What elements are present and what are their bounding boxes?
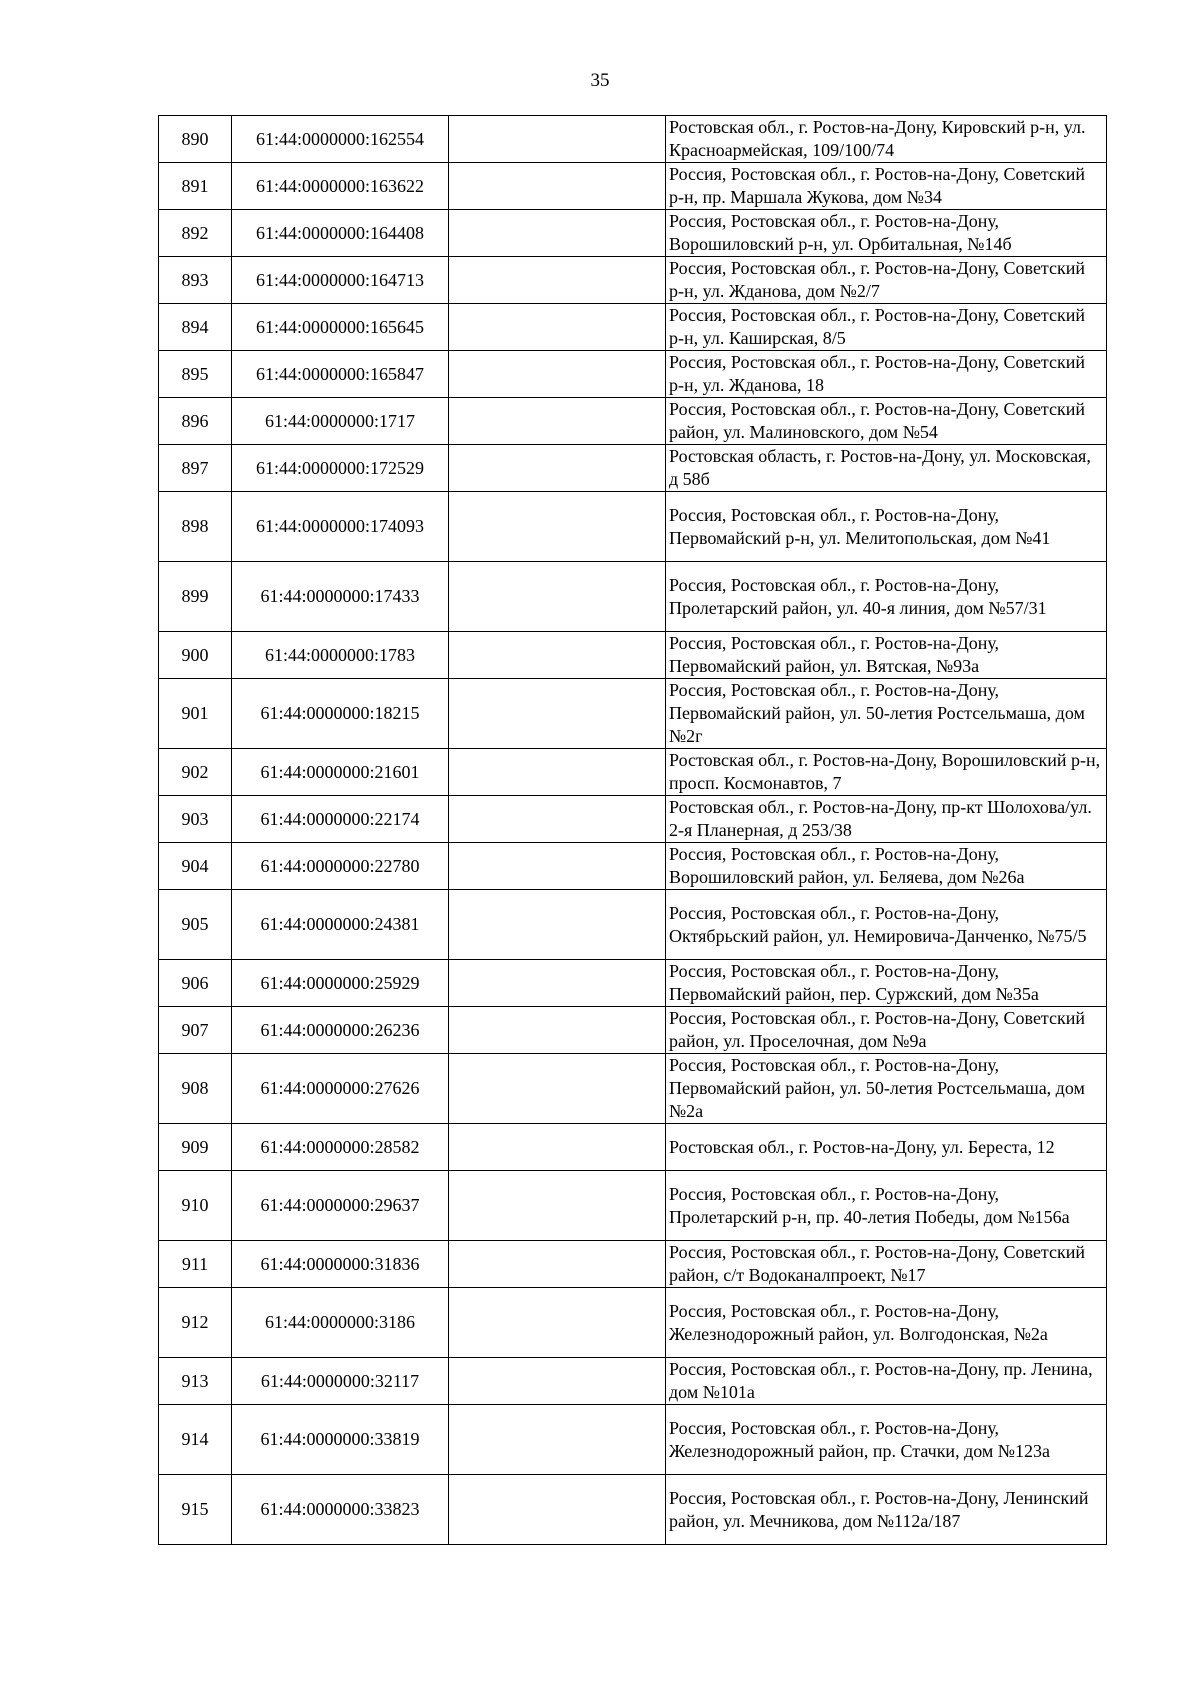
- cadastral-number: 61:44:0000000:164713: [232, 257, 449, 304]
- address: Россия, Ростовская обл., г. Ростов-на-Дону, Советский р-н, ул. Каширская, 8/5: [666, 304, 1107, 351]
- address: Россия, Ростовская обл., г. Ростов-на-Дону, Железнодорожный район, ул. Волгодонская, №2а: [666, 1288, 1107, 1358]
- row-number: 914: [159, 1405, 232, 1475]
- table-row: [159, 445, 1107, 492]
- row-number: 897: [159, 445, 232, 492]
- cadastral-number: 61:44:0000000:163622: [232, 163, 449, 210]
- empty-cell: [449, 843, 666, 890]
- table-row: [159, 843, 1107, 890]
- table-row: [159, 116, 1107, 163]
- table-row: [159, 1171, 1107, 1241]
- page-number: 35: [590, 70, 610, 91]
- address: Россия, Ростовская обл., г. Ростов-на-Дону, Железнодорожный район, пр. Стачки, дом №123а: [666, 1405, 1107, 1475]
- empty-cell: [449, 679, 666, 749]
- empty-cell: [449, 890, 666, 960]
- empty-cell: [449, 749, 666, 796]
- cadastral-number: 61:44:0000000:165645: [232, 304, 449, 351]
- table-row: [159, 398, 1107, 445]
- row-number: 903: [159, 796, 232, 843]
- address: Россия, Ростовская обл., г. Ростов-на-Дону, Первомайский район, пер. Суржский, дом №35а: [666, 960, 1107, 1007]
- row-number: 911: [159, 1241, 232, 1288]
- empty-cell: [449, 632, 666, 679]
- table-row: [159, 210, 1107, 257]
- empty-cell: [449, 257, 666, 304]
- address: Россия, Ростовская обл., г. Ростов-на-Дону, Советский р-н, пр. Маршала Жукова, дом №34: [666, 163, 1107, 210]
- address: Россия, Ростовская обл., г. Ростов-на-Дону, Пролетарский район, ул. 40-я линия, дом №57/31: [666, 562, 1107, 632]
- empty-cell: [449, 1358, 666, 1405]
- address: Россия, Ростовская обл., г. Ростов-на-Дону, Советский р-н, ул. Жданова, 18: [666, 351, 1107, 398]
- address: Ростовская область, г. Ростов-на-Дону, ул. Московская, д 58б: [666, 445, 1107, 492]
- address: Ростовская обл., г. Ростов-на-Дону, пр-кт Шолохова/ул. 2-я Планерная, д 253/38: [666, 796, 1107, 843]
- cadastral-number: 61:44:0000000:174093: [232, 492, 449, 562]
- cadastral-number: 61:44:0000000:24381: [232, 890, 449, 960]
- empty-cell: [449, 492, 666, 562]
- row-number: 901: [159, 679, 232, 749]
- table-row: [159, 1054, 1107, 1124]
- empty-cell: [449, 1241, 666, 1288]
- cadastral-number: 61:44:0000000:3186: [232, 1288, 449, 1358]
- cadastral-number: 61:44:0000000:17433: [232, 562, 449, 632]
- empty-cell: [449, 163, 666, 210]
- address: Россия, Ростовская обл., г. Ростов-на-Дону, Первомайский район, ул. Вятская, №93а: [666, 632, 1107, 679]
- table-row: [159, 1475, 1107, 1545]
- empty-cell: [449, 210, 666, 257]
- row-number: 913: [159, 1358, 232, 1405]
- cadastral-number: 61:44:0000000:172529: [232, 445, 449, 492]
- empty-cell: [449, 1405, 666, 1475]
- address: Россия, Ростовская обл., г. Ростов-на-Дону, Советский район, ул. Малиновского, дом №54: [666, 398, 1107, 445]
- table-row: [159, 257, 1107, 304]
- address: Ростовская обл., г. Ростов-на-Дону, ул. Береста, 12: [666, 1124, 1107, 1171]
- table-row: [159, 1405, 1107, 1475]
- row-number: 909: [159, 1124, 232, 1171]
- address: Россия, Ростовская обл., г. Ростов-на-Дону, Ворошиловский район, ул. Беляева, дом №26а: [666, 843, 1107, 890]
- table-row: [159, 1007, 1107, 1054]
- table-row: [159, 960, 1107, 1007]
- empty-cell: [449, 1124, 666, 1171]
- table-row: [159, 679, 1107, 749]
- row-number: 905: [159, 890, 232, 960]
- cadastral-number: 61:44:0000000:18215: [232, 679, 449, 749]
- cadastral-number: 61:44:0000000:31836: [232, 1241, 449, 1288]
- address: Ростовская обл., г. Ростов-на-Дону, Кировский р-н, ул. Красноармейская, 109/100/74: [666, 116, 1107, 163]
- empty-cell: [449, 398, 666, 445]
- row-number: 906: [159, 960, 232, 1007]
- cadastral-number: 61:44:0000000:22174: [232, 796, 449, 843]
- address: Россия, Ростовская обл., г. Ростов-на-Дону, Первомайский р-н, ул. Мелитопольская, дом №41: [666, 492, 1107, 562]
- cadastral-number: 61:44:0000000:26236: [232, 1007, 449, 1054]
- table-row: [159, 351, 1107, 398]
- cadastral-number: 61:44:0000000:21601: [232, 749, 449, 796]
- cadastral-number: 61:44:0000000:22780: [232, 843, 449, 890]
- address: Россия, Ростовская обл., г. Ростов-на-Дону, Советский р-н, ул. Жданова, дом №2/7: [666, 257, 1107, 304]
- empty-cell: [449, 1054, 666, 1124]
- row-number: 900: [159, 632, 232, 679]
- row-number: 899: [159, 562, 232, 632]
- address: Россия, Ростовская обл., г. Ростов-на-Дону, Первомайский район, ул. 50-летия Ростсельмаша, дом №2г: [666, 679, 1107, 749]
- table-row: [159, 1288, 1107, 1358]
- row-number: 890: [159, 116, 232, 163]
- address: Россия, Ростовская обл., г. Ростов-на-Дону, Первомайский район, ул. 50-летия Ростсельмаша, дом №2а: [666, 1054, 1107, 1124]
- row-number: 908: [159, 1054, 232, 1124]
- address: Россия, Ростовская обл., г. Ростов-на-Дону, Октябрьский район, ул. Немировича-Данченко, №75/5: [666, 890, 1107, 960]
- table-row: [159, 562, 1107, 632]
- address: Россия, Ростовская обл., г. Ростов-на-Дону, пр. Ленина, дом №101а: [666, 1358, 1107, 1405]
- empty-cell: [449, 562, 666, 632]
- empty-cell: [449, 1171, 666, 1241]
- empty-cell: [449, 351, 666, 398]
- empty-cell: [449, 1288, 666, 1358]
- empty-cell: [449, 116, 666, 163]
- table-row: [159, 749, 1107, 796]
- table-row: [159, 1124, 1107, 1171]
- cadastral-number: 61:44:0000000:165847: [232, 351, 449, 398]
- cadastral-number: 61:44:0000000:33823: [232, 1475, 449, 1545]
- table-row: [159, 1358, 1107, 1405]
- row-number: 898: [159, 492, 232, 562]
- empty-cell: [449, 445, 666, 492]
- cadastral-number: 61:44:0000000:32117: [232, 1358, 449, 1405]
- row-number: 904: [159, 843, 232, 890]
- empty-cell: [449, 796, 666, 843]
- property-register-table: [158, 115, 1107, 1545]
- cadastral-number: 61:44:0000000:162554: [232, 116, 449, 163]
- table-row: [159, 304, 1107, 351]
- address: Россия, Ростовская обл., г. Ростов-на-Дону, Советский район, с/т Водоканалпроект, №17: [666, 1241, 1107, 1288]
- address: Россия, Ростовская обл., г. Ростов-на-Дону, Пролетарский р-н, пр. 40-летия Победы, дом №156а: [666, 1171, 1107, 1241]
- table-row: [159, 890, 1107, 960]
- empty-cell: [449, 1475, 666, 1545]
- cadastral-number: 61:44:0000000:27626: [232, 1054, 449, 1124]
- row-number: 893: [159, 257, 232, 304]
- row-number: 915: [159, 1475, 232, 1545]
- table-row: [159, 632, 1107, 679]
- row-number: 907: [159, 1007, 232, 1054]
- row-number: 894: [159, 304, 232, 351]
- empty-cell: [449, 1007, 666, 1054]
- address: Россия, Ростовская обл., г. Ростов-на-Дону, Советский район, ул. Проселочная, дом №9а: [666, 1007, 1107, 1054]
- row-number: 891: [159, 163, 232, 210]
- table-row: [159, 163, 1107, 210]
- address: Ростовская обл., г. Ростов-на-Дону, Ворошиловский р-н, просп. Космонавтов, 7: [666, 749, 1107, 796]
- cadastral-number: 61:44:0000000:25929: [232, 960, 449, 1007]
- table-row: [159, 492, 1107, 562]
- cadastral-number: 61:44:0000000:1783: [232, 632, 449, 679]
- empty-cell: [449, 304, 666, 351]
- empty-cell: [449, 960, 666, 1007]
- row-number: 912: [159, 1288, 232, 1358]
- cadastral-number: 61:44:0000000:1717: [232, 398, 449, 445]
- row-number: 902: [159, 749, 232, 796]
- table-row: [159, 1241, 1107, 1288]
- cadastral-number: 61:44:0000000:164408: [232, 210, 449, 257]
- table-row: [159, 796, 1107, 843]
- row-number: 892: [159, 210, 232, 257]
- cadastral-number: 61:44:0000000:28582: [232, 1124, 449, 1171]
- row-number: 895: [159, 351, 232, 398]
- cadastral-number: 61:44:0000000:29637: [232, 1171, 449, 1241]
- row-number: 910: [159, 1171, 232, 1241]
- cadastral-number: 61:44:0000000:33819: [232, 1405, 449, 1475]
- address: Россия, Ростовская обл., г. Ростов-на-Дону, Ленинский район, ул. Мечникова, дом №112а/187: [666, 1475, 1107, 1545]
- row-number: 896: [159, 398, 232, 445]
- address: Россия, Ростовская обл., г. Ростов-на-Дону, Ворошиловский р-н, ул. Орбитальная, №14б: [666, 210, 1107, 257]
